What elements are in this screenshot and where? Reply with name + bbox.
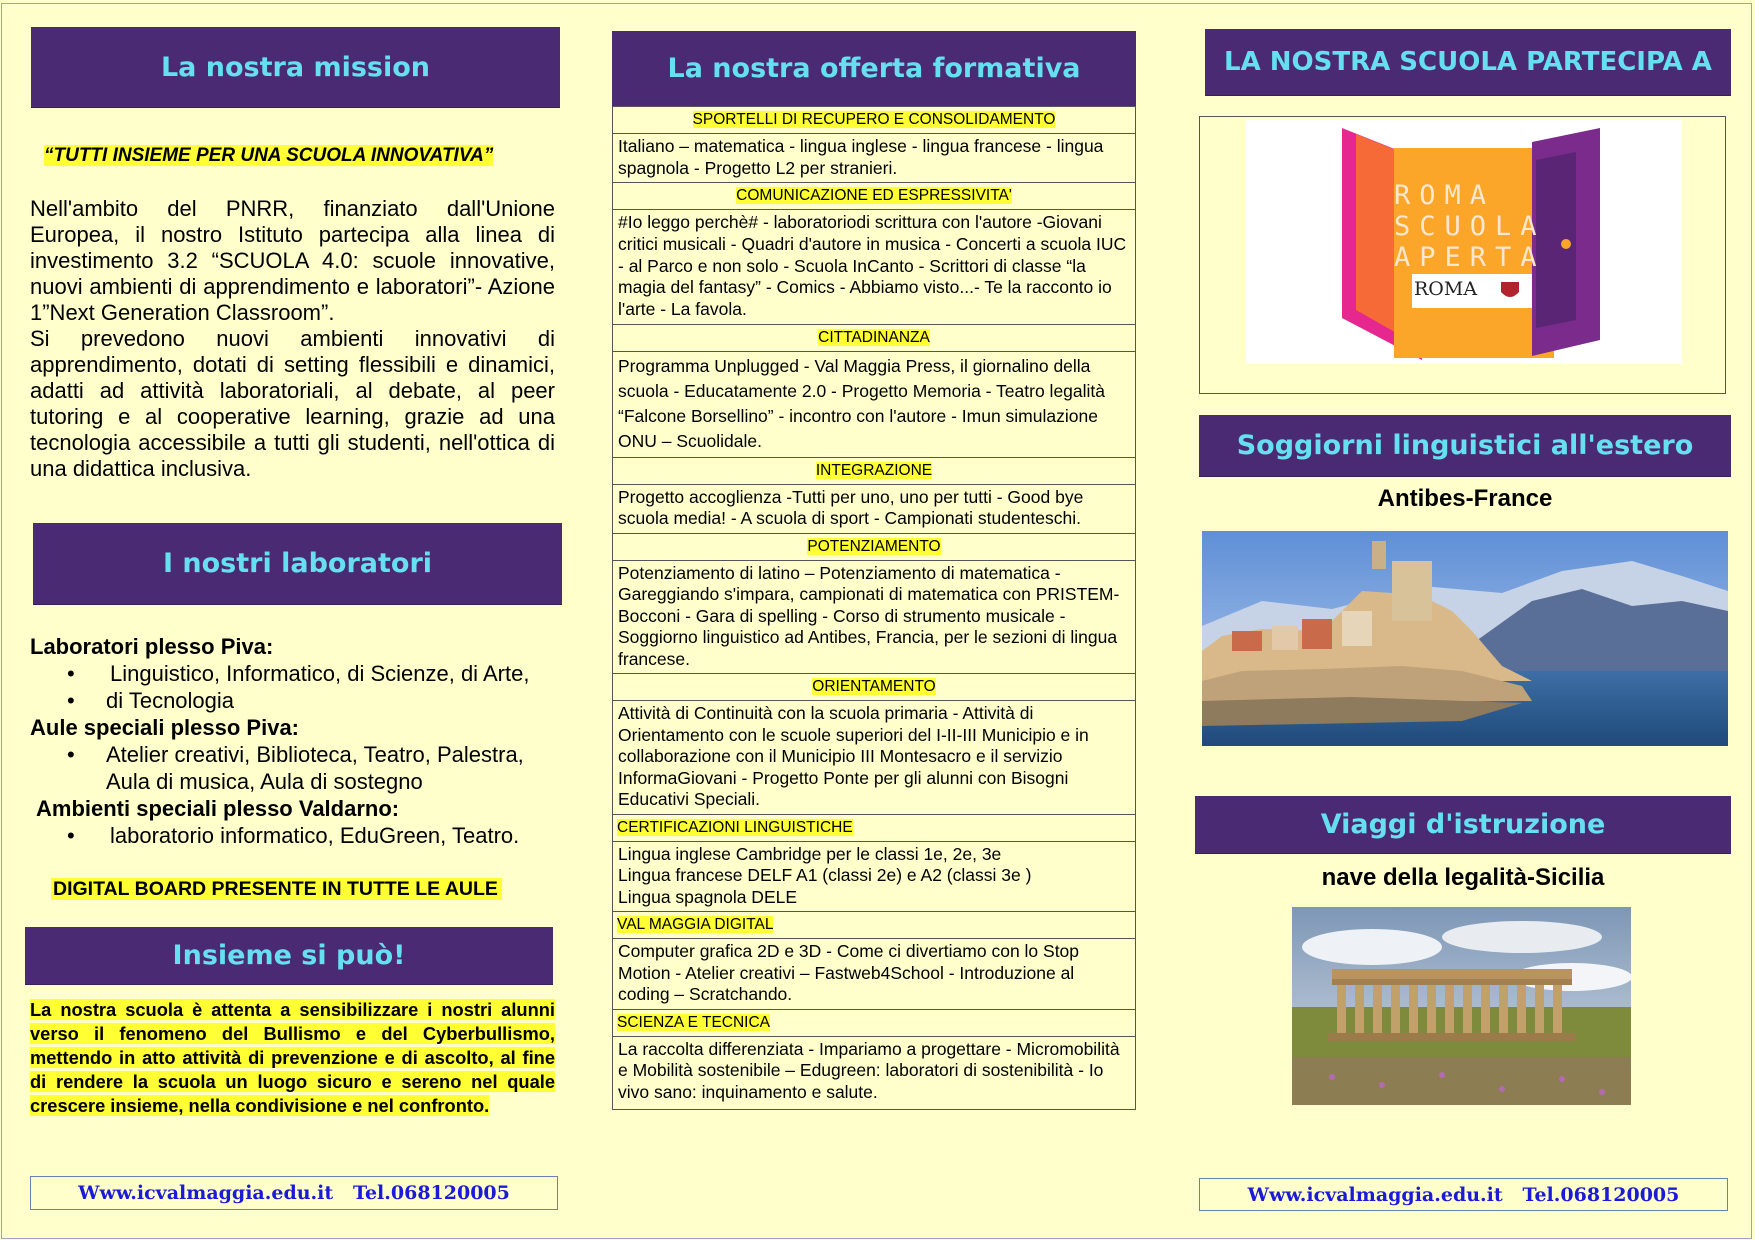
soggiorni-banner: Soggiorni linguistici all'estero [1199,415,1731,476]
soggiorni-subtitle: Antibes-France [1377,485,1553,512]
labs-group3-item: • laboratorio informatico, EduGreen, Teatro. [30,822,570,849]
mission-banner: La nostra mission [31,27,560,107]
labs-banner: I nostri laboratori [33,523,562,604]
section-heading: CITTADINANZA [613,324,1136,351]
antibes-photo [1202,531,1728,746]
labs-group2-title: Aule speciali plesso Piva: [30,715,300,740]
labs-list [30,633,570,849]
section-text: Lingua inglese Cambridge per le classi 1e, 2e, 3e Lingua francese DELF A1 (classi 2e) e A2 (classi 3e ) Lingua spagnola DELE [613,841,1136,912]
mission-paragraph-1: Nell'ambito del PNRR, finanziato dall'Unione Europea, il nostro Istituto partecipa alla linea di investimento 3.2 “SCUOLA 4.0: scuole innovative, nuovi ambienti di apprendimento e laboratori”- Azione 1”Next Generation Classroom”. [30,196,555,325]
section-text: Italiano – matematica - lingua inglese - lingua francese - lingua spagnola - Progetto L2 per stranieri. [613,134,1136,183]
section-text: #Io leggo perchè# - laboratoriodi scrittura con l'autore -Giovani critici musicali - Quadri d'autore in musica - Concerti a scuola IUC - al Parco e non solo - Scuola InCanto - Scrittori di classe “la magia del fantasy” - Comics - Abbiamo visto...- Te la racconto io l'arte - La favola. [613,210,1136,325]
mission-motto [44,145,493,167]
digital-board-note: DIGITAL BOARD PRESENTE IN TUTTE LE AULE [51,878,502,901]
sicily-temple-photo [1292,907,1631,1105]
section-heading: ORIENTAMENTO [613,674,1136,701]
section-heading: SPORTELLI DI RECUPERO E CONSOLIDAMENTO [613,107,1136,134]
labs-group2-item: • Atelier creativi, Biblioteca, Teatro, Palestra, Aula di musica, Aula di sostegno [30,741,570,795]
section-heading: INTEGRAZIONE [613,457,1136,484]
section-text: Progetto accoglienza -Tutti per uno, uno per tutti - Good bye scuola media! - A scuola di sport - Campionati studenteschi. [613,484,1136,533]
labs-group1-title: Laboratori plesso Piva: [30,634,274,659]
section-heading: CERTIFICAZIONI LINGUISTICHE [613,814,1136,841]
left-footer-contact[interactable]: Www.icvalmaggia.edu.it Tel.068120005 [30,1176,558,1210]
logo-text: ROMA SCUOLA APERTA [1394,180,1546,273]
viaggi-subtitle: nave della legalità-Sicilia [1321,864,1605,891]
section-text: La raccolta differenziata - Impariamo a progettare - Micromobilità e Mobilità sostenibile – Edugreen: laboratori di sostenibilità - Io vivo sano: inquinamento e salute. [613,1036,1136,1110]
section-text: Computer grafica 2D e 3D - Come ci divertiamo con lo Stop Motion - Atelier creativi – Fastweb4School - Introduzione al coding – Scratchando. [613,939,1136,1010]
labs-group1-item: • di Tecnologia [30,687,570,714]
labs-group3-title: Ambienti speciali plesso Valdarno: [36,796,400,821]
partecipa-banner: LA NOSTRA SCUOLA PARTECIPA A [1205,29,1731,95]
roma-scuola-aperta-logo [1246,120,1682,364]
logo-badge: ROMA [1414,278,1478,300]
mission-motto-text: “TUTTI INSIEME PER UNA SCUOLA INNOVATIVA” [44,145,494,166]
offer-table [612,106,1136,1110]
section-text: Programma Unplugged - Val Maggia Press, il giornalino della scuola - Educatamente 2.0 - Progetto Memoria - Teatro legalità “Falcone Borsellino” - incontro con l'autore - Imun simulazione ONU – Scuolidale. [613,351,1136,457]
insieme-banner: Insieme si può! [25,927,553,984]
offer-banner: La nostra offerta formativa [612,31,1136,106]
section-text: Potenziamento di latino – Potenziamento di matematica - Gareggiando s'impara, campionati di matematica con PRISTEM-Bocconi - Gara di spelling - Corso di strumento musicale - Soggiorno linguistico ad Antibes, Francia, per le sezioni di lingua francese. [613,560,1136,674]
labs-group1-item: • Linguistico, Informatico, di Scienze, di Arte, [30,660,570,687]
section-heading: VAL MAGGIA DIGITAL [613,912,1136,939]
section-text: Attività di Continuità con la scuola primaria - Attività di Orientamento con le scuole superiori del I-II-III Municipio e in collaborazione con il Municipio III Montesacro e il servizio InformaGiovani - Progetto Ponte per gli alunni con Bisogni Educativi Speciali. [613,701,1136,815]
section-heading: SCIENZA E TECNICA [613,1009,1136,1036]
section-heading: POTENZIAMENTO [613,533,1136,560]
section-heading: COMUNICAZIONE ED ESPRESSIVITA' [613,183,1136,210]
mission-paragraph-2: Si prevedono nuovi ambienti innovativi di apprendimento, dotati di setting flessibili e dinamici, adatti ad attività laboratoriali, al debate, al peer tutoring e al cooperative learning, grazie ad una tecnologia accessibile a tutti gli studenti, nell'ottica di una didattica inclusiva. [30,326,555,481]
insieme-text: La nostra scuola è attenta a sensibilizzare i nostri alunni verso il fenomeno del Bullismo e del Cyberbullismo, mettendo in atto attività di prevenzione e di ascolto, al fine di rendere la scuola un luogo sicuro e sereno nel quale crescere insieme, nella condivisione e nel confronto. [30,999,555,1116]
mission-text [30,196,555,482]
right-footer-contact[interactable]: Www.icvalmaggia.edu.it Tel.068120005 [1199,1178,1728,1211]
viaggi-banner: Viaggi d'istruzione [1195,796,1731,853]
